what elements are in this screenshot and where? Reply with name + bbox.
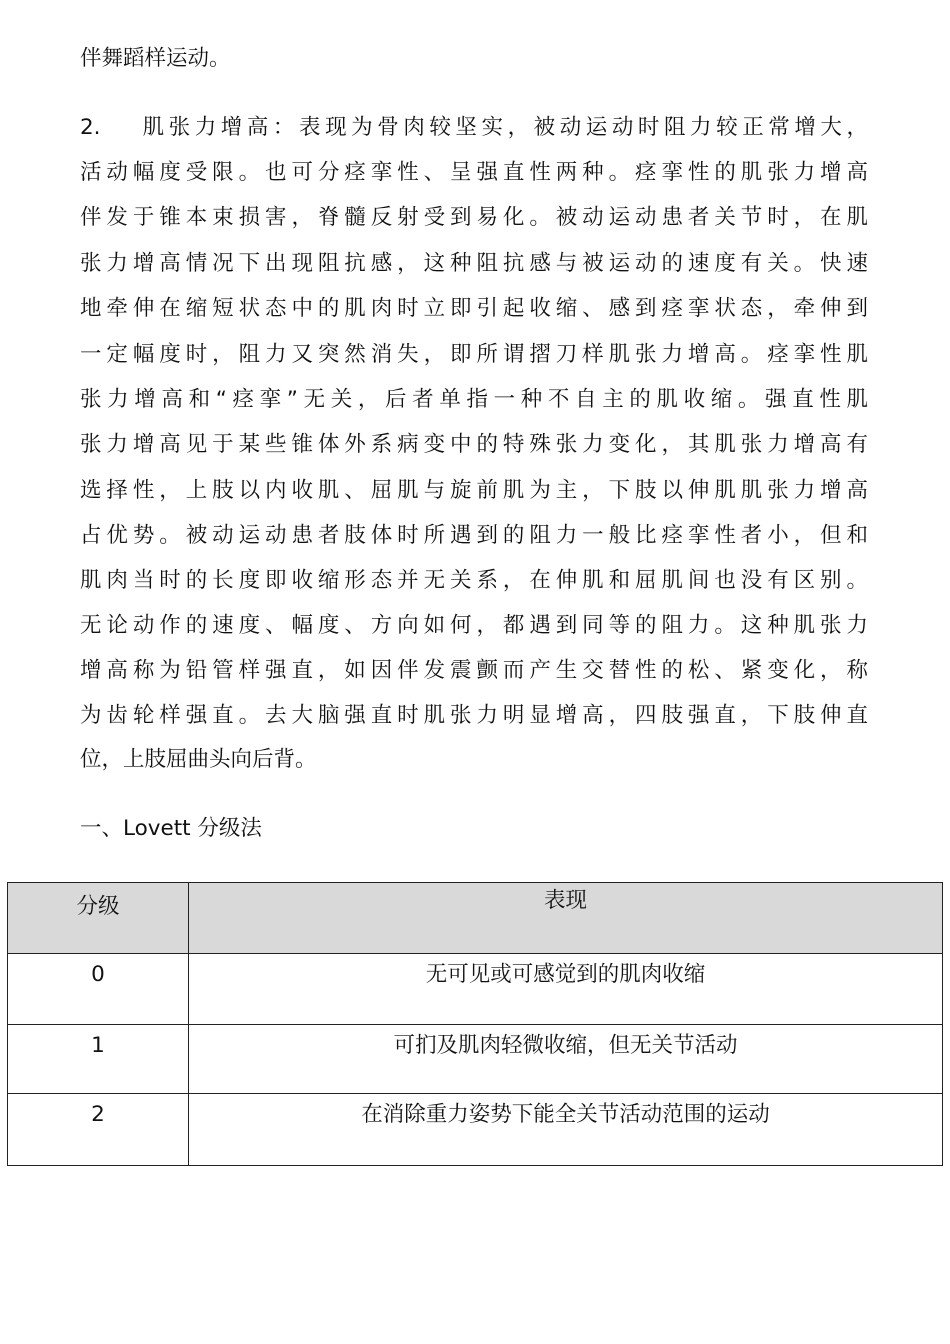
section-2-line: 2. 肌张力增高：表现为骨肉较坚实，被动运动时阻力较正常增大， <box>80 113 868 143</box>
section-number: 2. <box>80 115 101 140</box>
section-2-line: 活动幅度受限。也可分痉挛性、呈强直性两种。痉挛性的肌张力增高 <box>80 160 868 185</box>
section-2-line: 张力增高情况下出现阻抗感，这种阻抗感与被运动的速度有关。快速 <box>80 251 868 276</box>
section-2-line: 增高称为铅管样强直，如因伴发震颤而产生交替性的松、紧变化，称 <box>80 658 868 683</box>
lovett-grade-table <box>7 882 943 1166</box>
header-cell-description: 表现 <box>189 883 943 954</box>
table-row <box>8 1094 943 1166</box>
section-2-line: 伴发于锥本束损害，脊髓反射受到易化。被动运动患者关节时，在肌 <box>80 205 868 230</box>
table-row <box>8 1025 943 1094</box>
table-header-row <box>8 883 943 954</box>
section-2-line: 肌肉当时的长度即收缩形态并无关系，在伸肌和屈肌间也没有区别。 <box>80 568 868 593</box>
section-2-line: 张力增高见于某些锥体外系病变中的特殊张力变化，其肌张力增高有 <box>80 432 868 457</box>
description-cell: 在消除重力姿势下能全关节活动范围的运动 <box>189 1094 943 1166</box>
section-2-line: 一定幅度时，阻力又突然消失，即所谓摺刀样肌张力增高。痉挛性肌 <box>80 342 868 367</box>
section-heading: 一、Lovett 分级法 <box>80 816 262 841</box>
grade-cell: 1 <box>8 1025 189 1094</box>
section-2-line: 地牵伸在缩短状态中的肌肉时立即引起收缩、感到痉挛状态，牵伸到 <box>80 296 868 321</box>
grade-cell: 2 <box>8 1094 189 1166</box>
section-2-line: 为齿轮样强直。去大脑强直时肌张力明显增高，四肢强直，下肢伸直 <box>80 703 868 728</box>
section-2-line: 选择性，上肢以内收肌、屈肌与旋前肌为主，下肢以伸肌肌张力增高 <box>80 478 868 503</box>
header-cell-grade: 分级 <box>8 883 189 954</box>
table-row <box>8 954 943 1025</box>
section-2-line: 张力增高和“痉挛”无关，后者单指一种不自主的肌收缩。强直性肌 <box>80 387 868 412</box>
section-2-line: 占优势。被动运动患者肢体时所遇到的阻力一般比痉挛性者小，但和 <box>80 523 868 548</box>
section-2-line: 位，上肢屈曲头向后背。 <box>80 747 317 772</box>
section-2-line: 无论动作的速度、幅度、方向如何，都遇到同等的阻力。这种肌张力 <box>80 613 868 638</box>
description-cell: 可扪及肌肉轻微收缩，但无关节活动 <box>189 1025 943 1094</box>
intro-tail-text: 伴舞蹈样运动。 <box>80 46 231 71</box>
description-cell: 无可见或可感觉到的肌肉收缩 <box>189 954 943 1025</box>
grade-cell: 0 <box>8 954 189 1025</box>
